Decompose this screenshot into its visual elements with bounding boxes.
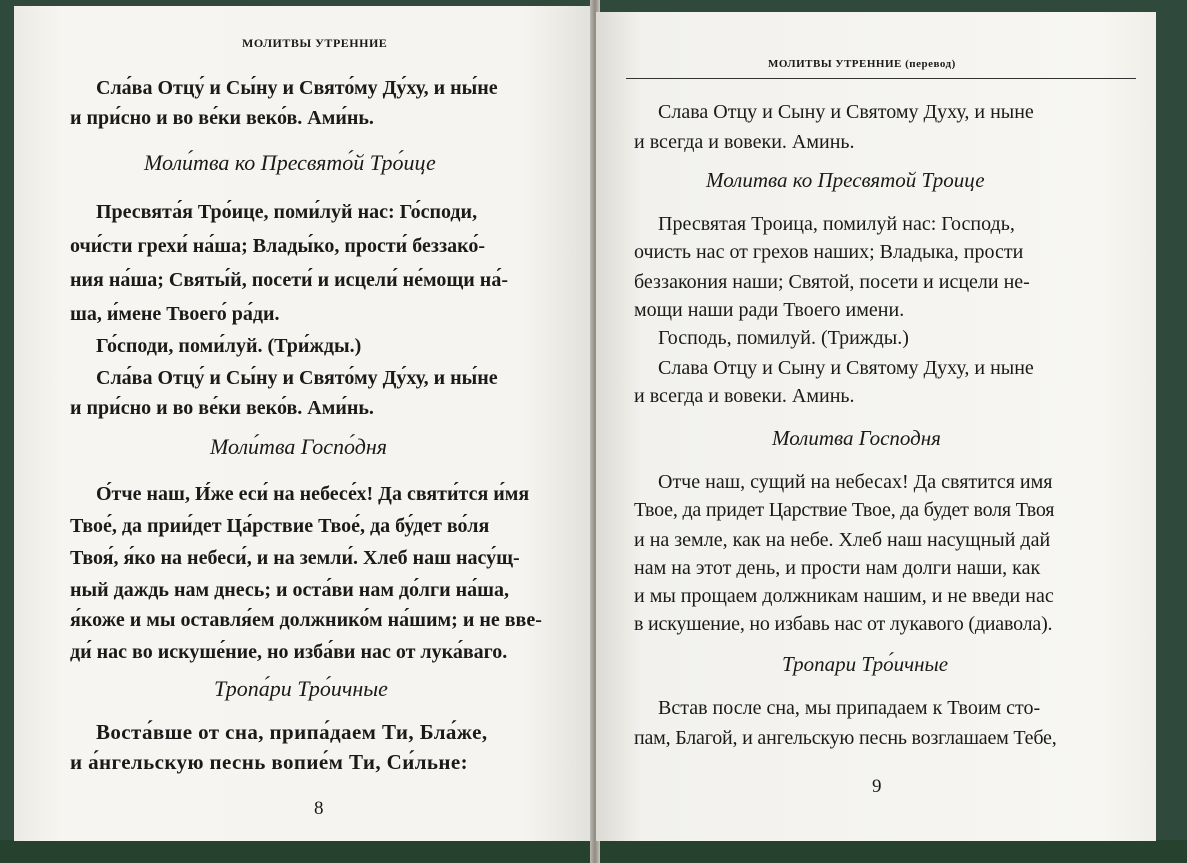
section-heading: Моли́тва Госпо́дня [210,434,387,459]
section-heading: Моли́тва ко Пресвято́й Тро́ице [144,150,436,175]
text-line: Слава Отцу и Сыну и Святому Духу, и ныне [658,101,1034,123]
left-page [14,6,594,841]
section-heading: Молитва Господня [772,426,941,450]
text-line: Сла́ва Отцу́ и Сы́ну и Свято́му Ду́ху, и ны́не [96,367,498,389]
text-line: и мы прощаем должникам нашим, и не введи нас [634,585,1054,607]
text-line: Твоя́, я́ко на небеси́, и на земли́. Хлеб наш насу́щ- [70,547,520,569]
section-heading: Молитва ко Пресвятой Троице [706,168,985,192]
text-line: Воста́вше от сна, припа́даем Ти, Бла́же, [96,720,488,744]
page-number: 8 [314,798,324,819]
text-line: и на земле, как на небе. Хлеб наш насущный дай [634,529,1051,551]
text-line: ди́ нас во искуше́ние, но изба́ви нас от лука́ваго. [70,641,508,663]
text-line: Твое́, да прии́дет Ца́рствие Твое́, да бу́дет во́ля [70,515,490,537]
text-line: Го́споди, поми́луй. (Три́жды.) [96,335,362,357]
header-rule [626,78,1136,79]
text-line: очи́сти грехи́ на́ша; Влады́ко, прости́ беззако́- [70,235,486,257]
text-line: и а́нгельскую песнь вопие́м Ти, Си́льне: [70,750,469,774]
text-line: Пресвятая Троица, помилуй нас: Господь, [658,213,1015,235]
text-line: Пресвята́я Тро́ице, поми́луй нас: Го́споди, [96,201,478,223]
right-page [596,12,1156,841]
section-heading: Тропа́ри Тро́ичные [214,676,388,701]
text-line: Встав после сна, мы припадаем к Твоим сто- [658,697,1041,719]
text-line: и всегда и вовеки. Аминь. [634,131,855,153]
text-line: мощи наши ради Твоего имени. [634,299,905,321]
text-line: ный даждь нам днесь; и оста́ви нам до́лги на́ша, [70,579,510,601]
text-line: Твое, да придет Царствие Твое, да будет воля Твоя [634,499,1055,521]
text-line: в искушение, но избавь нас от лукавого (диавола). [634,613,1053,635]
text-line: пам, Благой, и ангельскую песнь возглашаем Тебе, [634,727,1057,749]
text-line: и всегда и вовеки. Аминь. [634,385,855,407]
text-line: ша, и́мене Твоего́ ра́ди. [70,303,280,325]
text-line: Отче наш, сущий на небесах! Да святится имя [658,471,1053,493]
text-line: О́тче наш, И́же еси́ на небесе́х! Да святи́тся и́мя [96,483,530,505]
text-line: Господь, помилуй. (Трижды.) [658,327,909,349]
right-page-header: МОЛИТВЫ УТРЕННИЕ (перевод) [768,58,956,70]
text-line: Сла́ва Отцу́ и Сы́ну и Свято́му Ду́ху, и ны́не [96,77,498,99]
text-line: нам на этот день, и прости нам долги наши, как [634,557,1041,579]
text-line: я́коже и мы оставля́ем должнико́м на́шим; и не вве- [70,609,542,631]
text-line: беззакония наши; Святой, посети и исцели не- [634,271,1030,293]
page-number: 9 [872,776,882,797]
text-line: и при́сно и во ве́ки веко́в. Ами́нь. [70,397,374,419]
text-line: ния на́ша; Святы́й, посети́ и исцели́ не́мощи на́- [70,269,508,291]
text-line: Слава Отцу и Сыну и Святому Духу, и ныне [658,357,1034,379]
text-line: и при́сно и во ве́ки веко́в. Ами́нь. [70,107,374,129]
text-line: очисть нас от грехов наших; Владыка, прости [634,241,1024,263]
left-page-header: МОЛИТВЫ УТРЕННИЕ [242,36,388,50]
section-heading: Тропари Тро́ичные [782,652,949,676]
